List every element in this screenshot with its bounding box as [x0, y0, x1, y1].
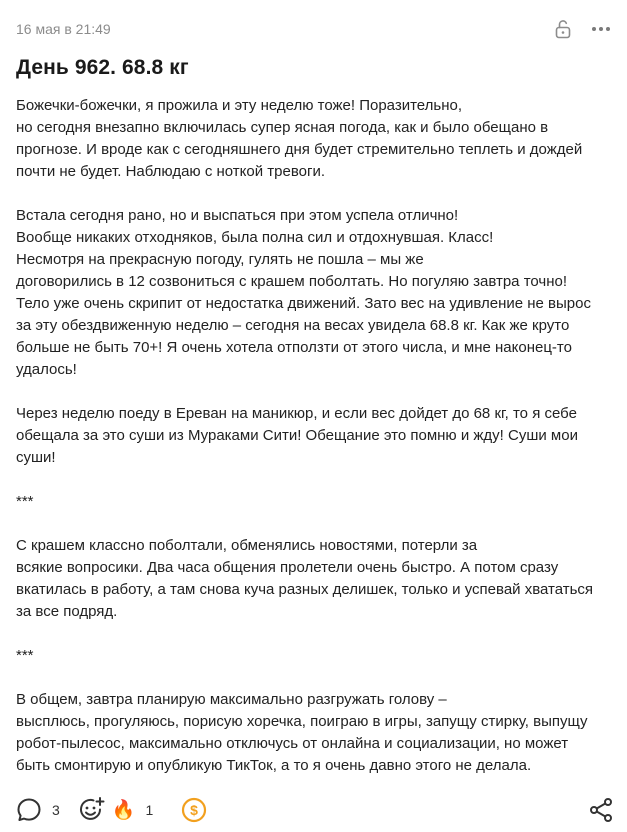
post-text-line: В общем, завтра планирую максимально разгружать голову – [16, 691, 447, 708]
post-text-line: вкатилась в работу, а там снова куча разных делишек, только и успевай хвататься [16, 581, 594, 598]
post-text-line: суши! [16, 449, 56, 466]
post-title: День 962. 68.8 кг [16, 56, 189, 79]
post-text-line: робот-пылесос, максимально отключусь от онлайна и социализации, но может [16, 735, 569, 752]
reactions-button[interactable] [78, 796, 153, 824]
post-text-line: всякие вопросики. Два часа общения пролетели очень быстро. А потом сразу [16, 559, 559, 576]
paragraph-gap [16, 381, 613, 403]
post-text-line: Вообще никаких отходняков, была полна сил и отдохнувшая. Класс! [16, 229, 494, 246]
comment-icon [16, 797, 42, 823]
post-text-line: за все подряд. [16, 603, 118, 620]
comments-button[interactable] [16, 797, 60, 823]
post-text-line: *** [16, 493, 34, 510]
comments-count: 3 [52, 802, 60, 818]
post-text-line: Через неделю поеду в Ереван на маникюр, и если вес дойдет до 68 кг, то я себе [16, 405, 577, 422]
post-text-line: за эту обездвиженную неделю – сегодня на весах увидела 68.8 кг. Как же круто [16, 317, 570, 334]
post-text-line: договорились в 12 созвониться с крашем поболтать. Но погуляю завтра точно! [16, 273, 568, 290]
post-text-line: высплюсь, прогуляюсь, порисую хоречка, поиграю в игры, запущу стирку, выпущу [16, 713, 588, 730]
post-body [16, 95, 613, 777]
paragraph-gap [16, 183, 613, 205]
fire-reaction-emoji: 🔥 [111, 799, 136, 821]
paragraph-gap [16, 667, 613, 689]
header-actions [555, 19, 611, 39]
donate-icon [181, 797, 207, 823]
post-text-line: Тело уже очень скрипит от недостатка движений. Зато вес на удивление не вырос [16, 295, 591, 312]
post-text-line: обещала за это суши из Мураками Сити! Обещание это помню и жду! Суши мои [16, 427, 578, 444]
post-text-line: Встала сегодня рано, но и выспаться при этом успела отлично! [16, 207, 459, 224]
post-text-line: быть смонтирую и опубликую ТикТок, а то я очень давно этого не делала. [16, 757, 532, 774]
footer-left [16, 796, 225, 824]
post-text-line: Несмотря на прекрасную погоду, гулять не пошла – мы же [16, 251, 424, 268]
post-header [16, 16, 611, 42]
post-text-line: С крашем классно поболтали, обменялись новостями, потерли за [16, 537, 478, 554]
post-text-line: почти не будет. Наблюдаю с ноткой тревоги. [16, 163, 326, 180]
post-text-line: Божечки-божечки, я прожила и эту неделю тоже! Поразительно, [16, 97, 463, 114]
post-text-line: но сегодня внезапно включилась супер ясная погода, как и было обещано в [16, 119, 549, 136]
post-text-line: *** [16, 647, 34, 664]
svg-text:$: $ [190, 802, 199, 818]
donate-button[interactable] [181, 797, 207, 823]
paragraph-gap [16, 623, 613, 645]
post-footer [16, 794, 613, 826]
paragraph-gap [16, 513, 613, 535]
reactions-count: 1 [145, 802, 154, 818]
post-text-line: удалось! [16, 361, 77, 378]
lock-open-icon[interactable] [555, 19, 571, 39]
share-icon[interactable] [589, 797, 613, 823]
paragraph-gap [16, 469, 613, 491]
add-reaction-icon [78, 796, 106, 824]
more-icon[interactable] [591, 26, 611, 32]
post-text-line: больше не быть 70+! Я очень хотела отползти от этого числа, и мне наконец-то [16, 339, 572, 356]
post-text-line: прогнозе. И вроде как с сегодняшнего дня будет стремительно теплеть и дождей [16, 141, 583, 158]
post-date: 16 мая в 21:49 [16, 21, 111, 37]
